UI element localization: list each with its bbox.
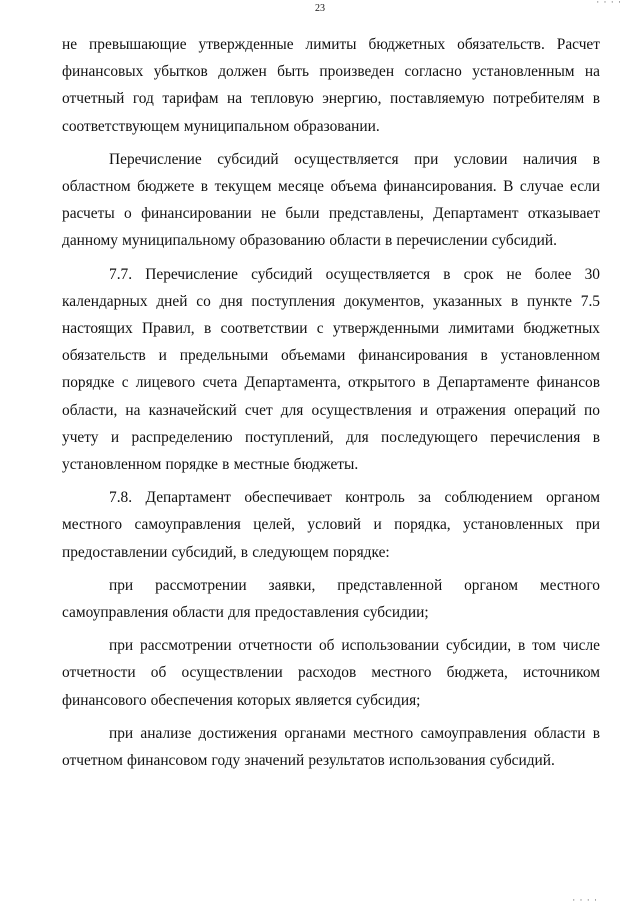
document-body <box>62 31 600 780</box>
list-item-application-review: при рассмотрении заявки, представленной органом местного самоуправления области для предоставления субсидии; <box>62 576 600 622</box>
list-item-results-analysis: при анализе достижения органами местного самоуправления области в отчетном финансовом году значений результатов использования субсидий. <box>62 724 600 770</box>
paragraph-subsidy-transfer-condition: Перечисление субсидий осуществляется при условии наличия в областном бюджете в текущем месяце объема финансирования. В случае если расчеты о финансировании не были представлены, Департамент отказывает данному муниципальному образованию области в перечислении субсидий. <box>62 150 600 250</box>
page-number: 23 <box>315 3 325 14</box>
paragraph-7-8: 7.8. Департамент обеспечивает контроль за соблюдением органом местного самоуправления целей, условий и порядка, установленных при предоставлении субсидий, в следующем порядке: <box>62 489 600 561</box>
scan-mark-bottom: · · · · <box>572 895 598 905</box>
paragraph-7-7: 7.7. Перечисление субсидий осуществляется в срок не более 30 календарных дней со дня поступления документов, указанных в пункте 7.5 настоящих Правил, в соответствии с утвержденными лимитами бюджетных обязательств и предельными объемами финансирования в установленном порядке с лицевого счета Департамента, открытого в Департаменте финансов области, на казначейский счет для осуществления и отражения операций по учету и распределению поступлений, для последующего перечисления в установленном порядке в местные бюджеты. <box>62 265 600 474</box>
list-item-reporting-review: при рассмотрении отчетности об использовании субсидии, в том числе отчетности об осуществлении расходов местного бюджета, источником финансового обеспечения которых является субсидия; <box>62 637 600 709</box>
paragraph-continuation: не превышающие утвержденные лимиты бюджетных обязательств. Расчет финансовых убытков должен быть произведен согласно установленным на отчетный год тарифам на тепловую энергию, поставляемую потребителям в соответствующем муниципальном образовании. <box>62 36 600 135</box>
scan-mark-top: · · · · <box>596 0 622 7</box>
